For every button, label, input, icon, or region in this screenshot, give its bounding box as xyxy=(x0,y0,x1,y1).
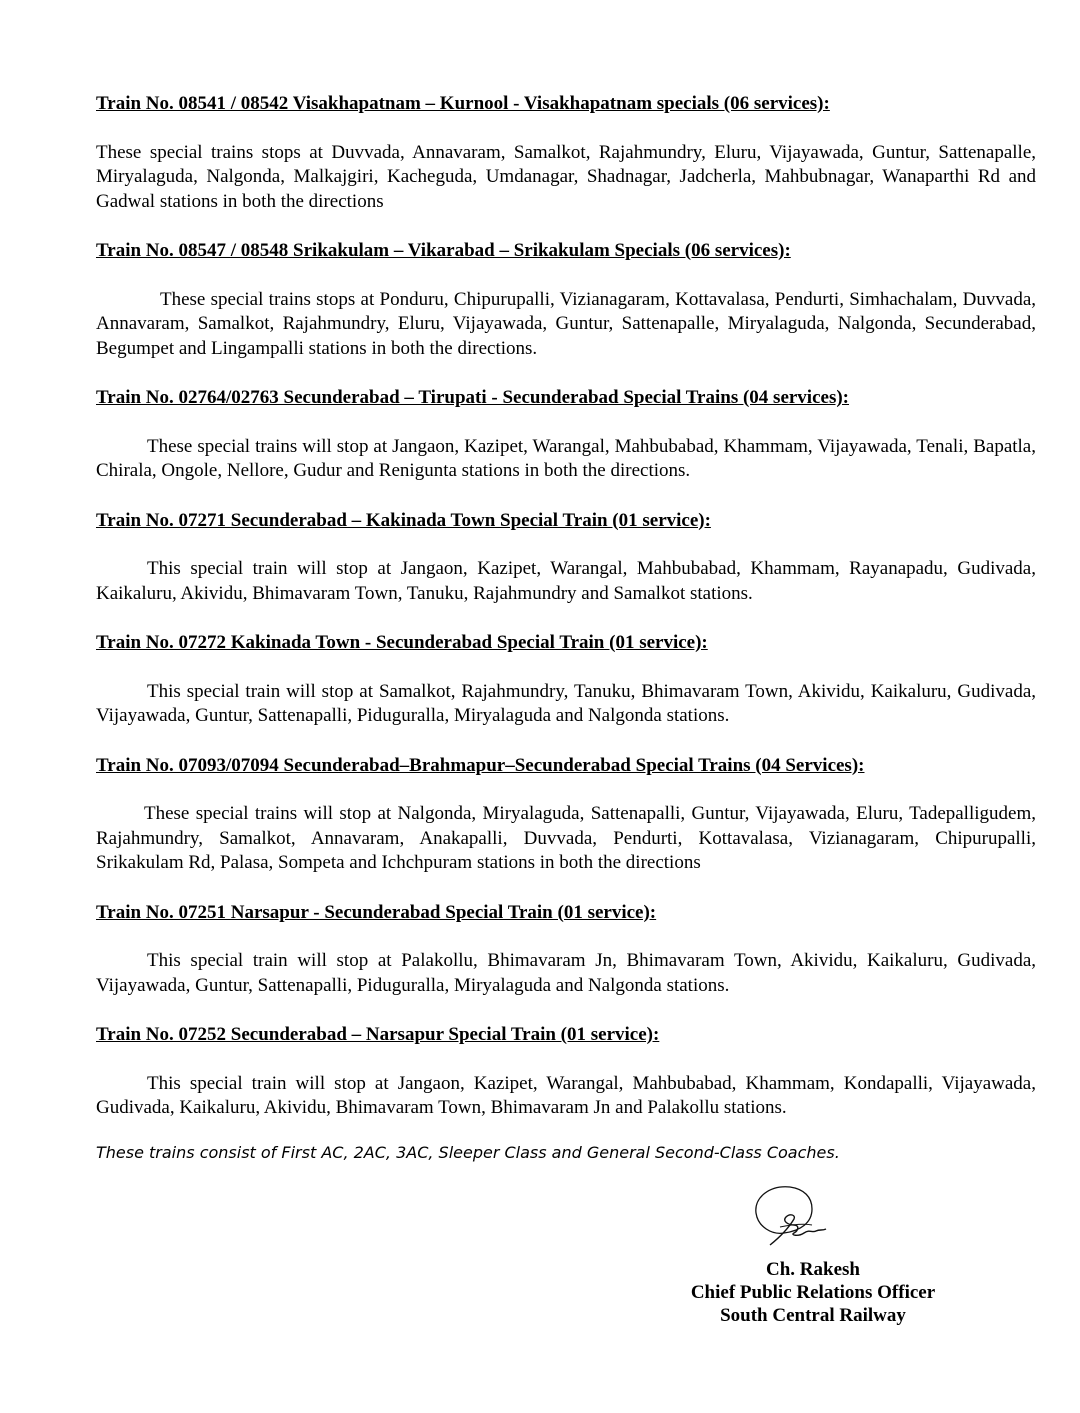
signature-block xyxy=(663,1258,963,1327)
section-heading-08547: Train No. 08547 / 08548 Srikakulam – Vikarabad – Srikakulam Specials (06 services): xyxy=(96,240,791,261)
section-body-02764: These special trains will stop at Jangaon, Kazipet, Warangal, Mahbubabad, Khammam, Vijayawada, Tenali, Bapatla, Chirala, Ongole, Nellore, Gudur and Renigunta stations in both the directions. xyxy=(96,435,1036,481)
section-body-07093: These special trains will stop at Nalgonda, Miryalaguda, Sattenapalli, Guntur, Vijayawada, Eluru, Tadepalligudem, Rajahmundry, Samalkot, Annavaram, Anakapalli, Duvvada, Pendurti, Kottavalasa, Vizianagaram, Chipurupalli, Srikakulam Rd, Palasa, Sompeta and Ichchpuram stations in both the directions xyxy=(96,803,1036,873)
section-heading-07271: Train No. 07271 Secunderabad – Kakinada Town Special Train (01 service): xyxy=(96,509,711,531)
section-body-08541: These special trains stops at Duvvada, Annavaram, Samalkot, Rajahmundry, Eluru, Vijayawada, Guntur, Sattenapalle, Miryalaguda, Nalgonda, Malkajgiri, Kacheguda, Umdanagar, Shadnagar, Jadcherla, Mahbubnagar, Wanaparthi Rd and Gadwal stations in both the directions xyxy=(96,141,1036,212)
section-heading-07252: Train No. 07252 Secunderabad – Narsapur Special Train (01 service): xyxy=(96,1024,660,1045)
section-body-08547: These special trains stops at Ponduru, Chipurupalli, Vizianagaram, Kottavalasa, Pendurti, Simhachalam, Duvvada, Annavaram, Samalkot, Rajahmundry, Eluru, Vijayawada, Guntur, Sattenapalle, Miryalaguda, Nalgonda, Secunderabad, Begumpet and Lingampalli stations in both the directions. xyxy=(96,288,1036,359)
section-heading-07093: Train No. 07093/07094 Secunderabad–Brahmapur–Secunderabad Special Trains (04 Services): xyxy=(96,754,865,776)
section-heading-02764: Train No. 02764/02763 Secunderabad – Tirupati - Secunderabad Special Trains (04 services): xyxy=(96,387,850,408)
section-body-07252: This special train will stop at Jangaon, Kazipet, Warangal, Mahbubabad, Khammam, Kondapalli, Vijayawada, Gudivada, Kaikaluru, Akividu, Bhimavaram Town, Bhimavaram Jn and Palakollu stations. xyxy=(96,1072,1036,1118)
section-body-07271: This special train will stop at Jangaon, Kazipet, Warangal, Mahbubabad, Khammam, Rayanapadu, Gudivada, Kaikaluru, Akividu, Bhimavaram Town, Tanuku, Rajahmundry and Samalkot stations. xyxy=(96,558,1036,604)
section-heading-07272: Train No. 07272 Kakinada Town - Secunderabad Special Train (01 service): xyxy=(96,632,708,653)
section-heading-07251: Train No. 07251 Narsapur - Secunderabad Special Train (01 service): xyxy=(96,901,657,923)
signatory-designation: Chief Public Relations Officer xyxy=(690,1282,936,1303)
signatory-name: Ch. Rakesh xyxy=(766,1259,860,1280)
coach-composition-note: These trains consist of First AC, 2AC, 3AC, Sleeper Class and General Second-Class Coaches. xyxy=(96,1142,840,1162)
section-heading-08541: Train No. 08541 / 08542 Visakhapatnam – Kurnool - Visakhapatnam specials (06 services): xyxy=(96,93,830,114)
press-release-body xyxy=(96,92,1036,1164)
signature-image xyxy=(750,1183,830,1251)
section-body-07251: This special train will stop at Palakollu, Bhimavaram Jn, Bhimavaram Town, Akividu, Kaikaluru, Gudivada, Vijayawada, Guntur, Sattenapalli, Piduguralla, Miryalaguda and Nalgonda stations. xyxy=(96,950,1036,996)
signatory-organization: South Central Railway xyxy=(720,1305,906,1326)
section-body-07272: This special train will stop at Samalkot, Rajahmundry, Tanuku, Bhimavaram Town, Akividu, Kaikaluru, Gudivada, Vijayawada, Guntur, Sattenapalli, Piduguralla, Miryalaguda and Nalgonda stations. xyxy=(96,680,1036,726)
